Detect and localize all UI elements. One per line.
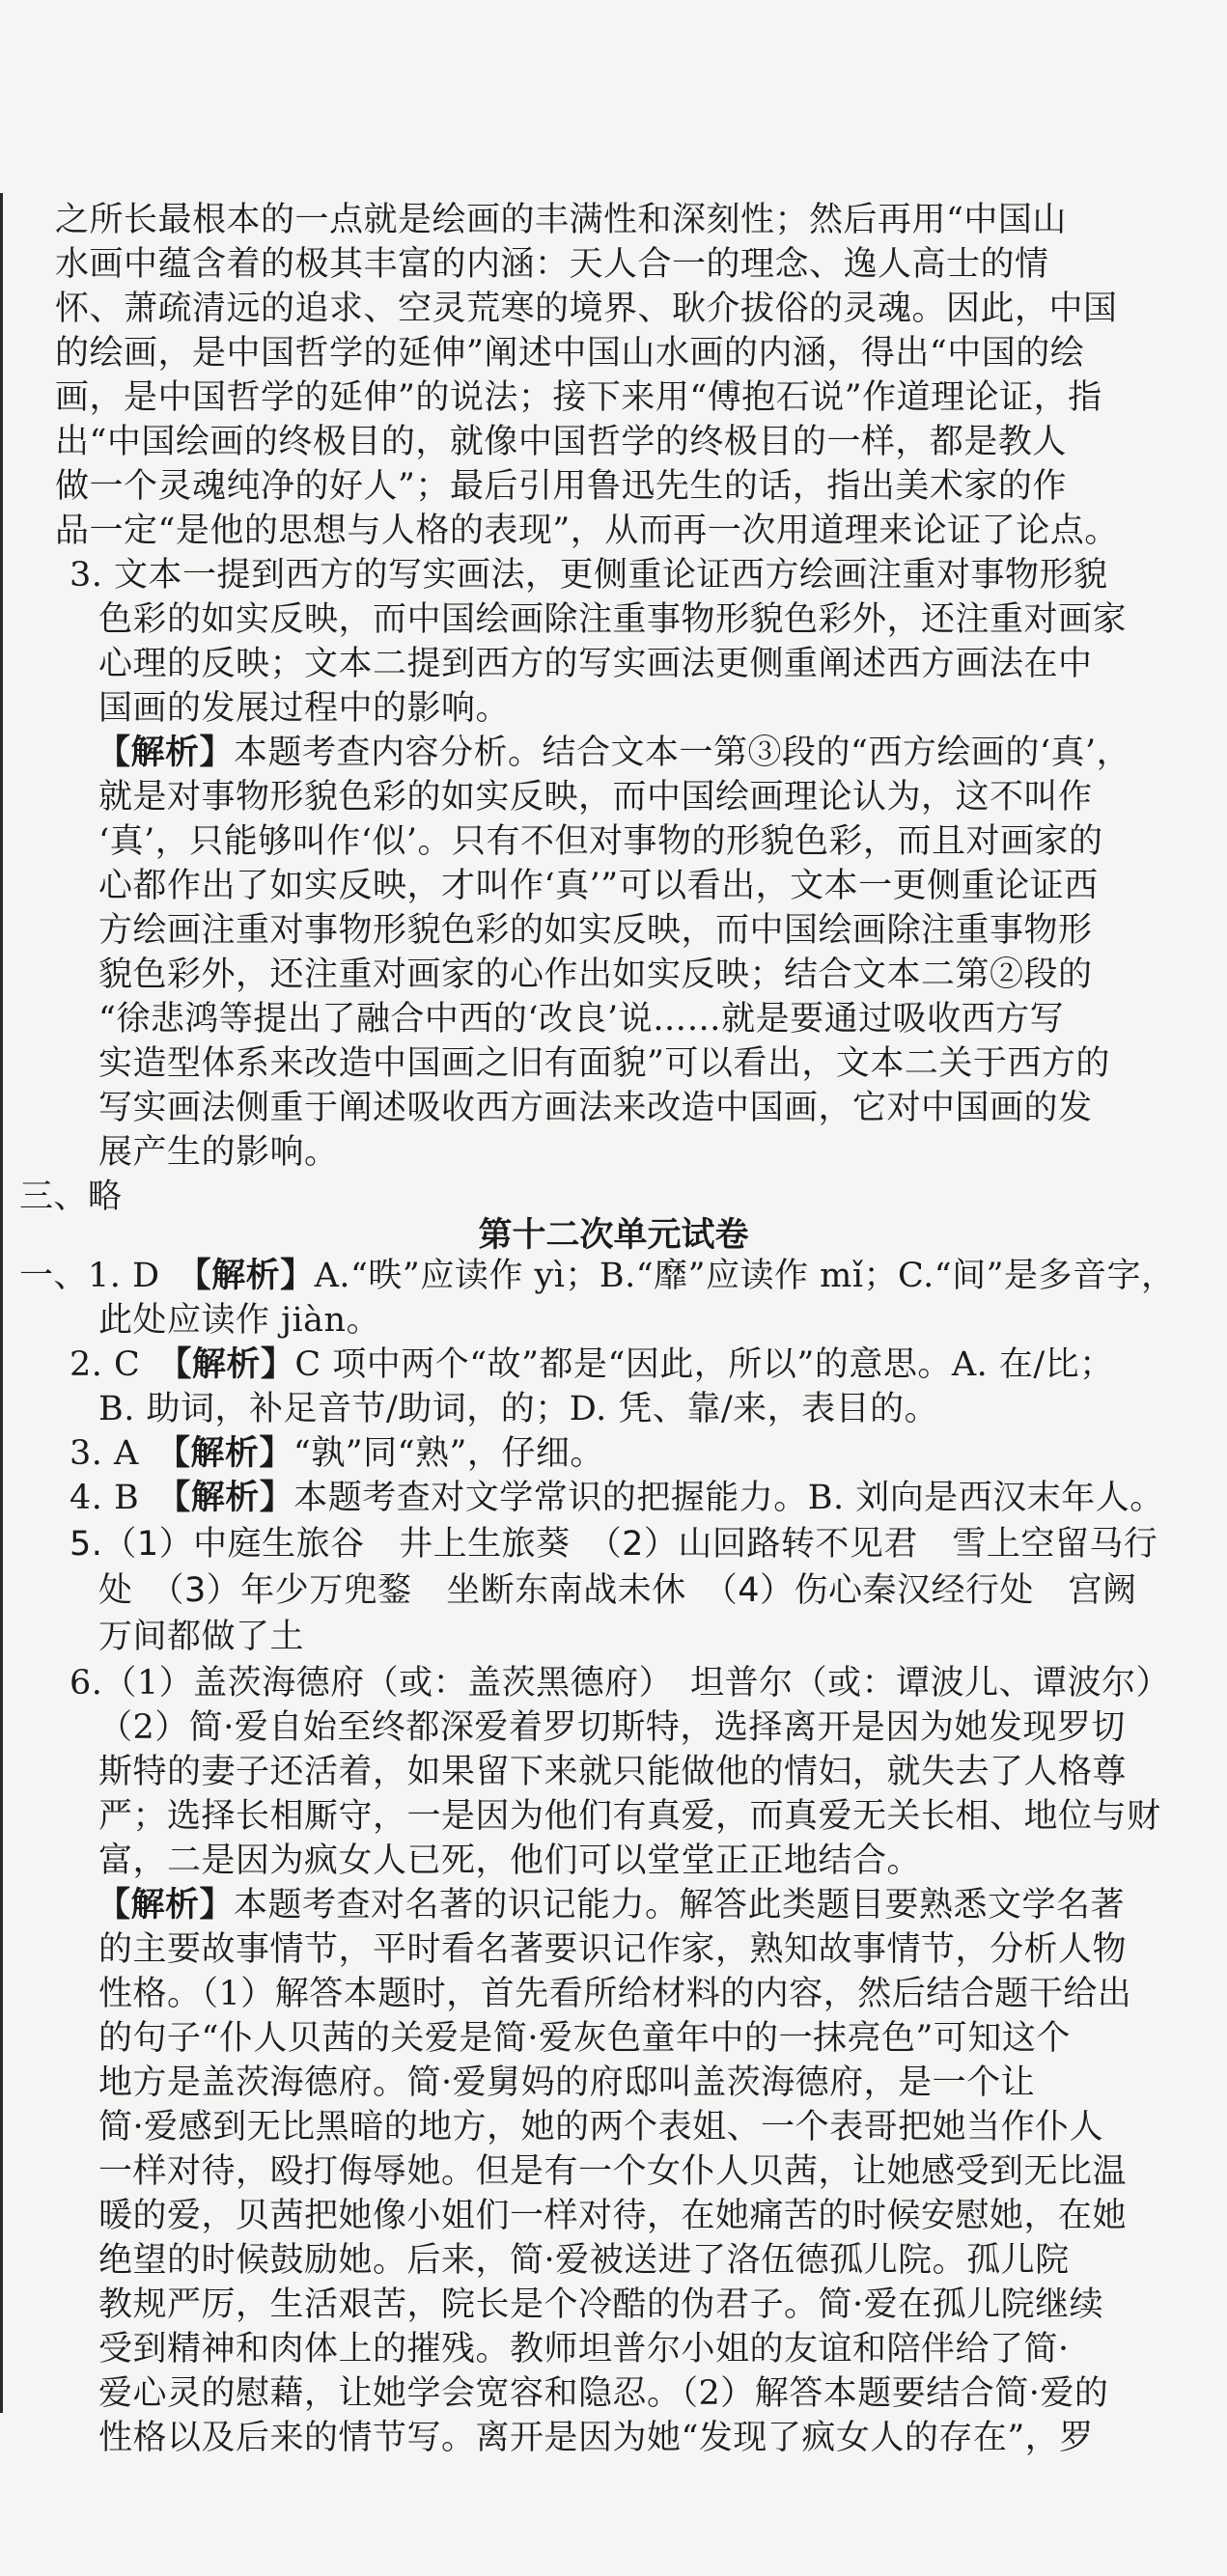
analysis-line: 的主要故事情节，平时看名著要识记作家，熟知故事情节，分析人物	[98, 1930, 1128, 1969]
text-line: 的绘画，是中国哲学的延伸”阐述中国山水画的内涵，得出“中国的绘	[55, 334, 1085, 373]
answer-line	[19, 1253, 1176, 1299]
analysis-line: 地方是盖茨海德府。简·爱舅妈的府邸叫盖茨海德府，是一个让	[98, 2064, 1036, 2102]
answer-line: 国画的发展过程中的影响。	[98, 689, 511, 728]
question-number: 3. A	[70, 1434, 139, 1473]
answer-line: 富，二是因为疯女人已死，他们可以堂堂正正地结合。	[98, 1842, 922, 1880]
answer-line: 色彩的如实反映，而中国绘画除注重事物形貌色彩外，还注重对画家	[98, 600, 1128, 639]
analysis-line: 写实画法侧重于阐述吸收西方画法来改造中国画，它对中国画的发	[98, 1089, 1093, 1127]
answer-text: A.“昳”应读作 yì；B.“靡”应读作 mǐ；C.“间”是多音字，	[314, 1257, 1176, 1295]
analysis-line	[97, 730, 1130, 776]
answer-text: C 项中两个“故”都是“因此，所以”的意思。A. 在/比；	[294, 1345, 1114, 1384]
analysis-line: 简·爱感到无比黑暗的地方，她的两个表姐、一个表哥把她当作仆人	[98, 2108, 1104, 2147]
analysis-line: 性格。（1）解答本题时，首先看所给材料的内容，然后结合题干给出	[98, 1975, 1132, 2013]
analysis-line: 展产生的影响。	[98, 1133, 339, 1172]
analysis-tag: 【解析】	[97, 733, 235, 772]
text-line: 之所长最根本的一点就是绘画的丰满性和深刻性；然后再用“中国山	[55, 201, 1067, 239]
answer-line: 5.（1）中庭生旅谷 井上生旅葵 （2）山回路转不见君 雪上空留马行	[70, 1525, 1158, 1564]
analysis-line: 暖的爱，贝茜把她像小姐们一样对待，在她痛苦的时候安慰她，在她	[98, 2197, 1128, 2235]
answer-line: 处 （3）年少万兜鍪 坐断东南战未休 （4）伤心秦汉经行处 宫阙	[98, 1571, 1137, 1610]
analysis-line: 绝望的时候鼓励她。后来，简·爱被送进了洛伍德孤儿院。孤儿院	[98, 2241, 1070, 2280]
analysis-line: 实造型体系来改造中国画之旧有面貌”可以看出，文本二关于西方的	[98, 1044, 1110, 1083]
text-line: 画，是中国哲学的延伸”的说法；接下来用“傅抱石说”作道理论证，指	[55, 378, 1102, 417]
answer-text: 本题考查对文学常识的把握能力。B. 刘向是西汉末年人。	[293, 1479, 1164, 1517]
question-number: 一、1. D	[19, 1257, 160, 1295]
answer-line: 严；选择长相厮守，一是因为他们有真爱，而真爱无关长相、地位与财	[98, 1797, 1161, 1836]
analysis-line: 方绘画注重对事物形貌色彩的如实反映，而中国绘画除注重事物形	[98, 911, 1093, 950]
analysis-line: “徐悲鸿等提出了融合中西的‘改良’说……就是要通过吸收西方写	[98, 1000, 1065, 1039]
analysis-tag: 【解析】	[173, 1433, 293, 1473]
answer-line	[70, 1475, 1164, 1521]
analysis-text: 本题考查内容分析。结合文本一第③段的“西方绘画的‘真’，	[234, 734, 1131, 772]
analysis-line: 受到精神和肉体上的摧残。教师坦普尔小姐的友谊和陪伴给了简·	[98, 2330, 1070, 2368]
text-line: 做一个灵魂纯净的好人”；最后引用鲁迅先生的话，指出美术家的作	[55, 467, 1067, 506]
analysis-line: 教规严厉，生活艰苦，院长是个冷酷的伪君子。简·爱在孤儿院继续	[98, 2285, 1104, 2324]
answer-line	[70, 1342, 1114, 1388]
margin-rule	[0, 193, 3, 2413]
answer-text: “孰”同“熟”，仔细。	[293, 1434, 604, 1473]
text-line: 品一定“是他的思想与人格的表现”，从而再一次用道理来论证了论点。	[55, 512, 1119, 550]
analysis-line: 的句子“仆人贝茜的关爱是简·爱灰色童年中的一抹亮色”可知这个	[98, 2019, 1071, 2058]
answer-line: 此处应读作 jiàn。	[98, 1301, 381, 1340]
analysis-line: 就是对事物形貌色彩的如实反映，而中国绘画理论认为，这不叫作	[98, 778, 1093, 817]
analysis-text: 本题考查对名著的识记能力。解答此类题目要熟悉文学名著	[234, 1886, 1126, 1925]
answer-line	[70, 1430, 604, 1477]
answer-line: 万间都做了土	[98, 1618, 305, 1656]
analysis-line	[97, 1882, 1125, 1928]
analysis-line: 一样对待，殴打侮辱她。但是有一个女仆人贝茜，让她感受到无比温	[98, 2152, 1128, 2191]
text-line: 怀、萧疏清远的追求、空灵荒寒的境界、耿介拔俗的灵魂。因此，中国	[55, 290, 1118, 328]
section-three: 三、略	[19, 1177, 123, 1216]
answer-line: 心理的反映；文本二提到西方的写实画法更侧重阐述西方画法在中	[98, 645, 1093, 683]
analysis-line: 心都作出了如实反映，才叫作‘真’”可以看出，文本一更侧重论证西	[98, 867, 1099, 905]
answer-line: 6.（1）盖茨海德府（或：盖茨黑德府） 坦普尔（或：谭波儿、谭波尔）	[70, 1664, 1171, 1703]
answer-line: 斯特的妻子还活着，如果留下来就只能做他的情妇，就失去了人格尊	[98, 1753, 1128, 1791]
analysis-line: 爱心灵的慰藉，让她学会宽容和隐忍。（2）解答本题要结合简·爱的	[98, 2374, 1109, 2413]
answer-line: 3. 文本一提到西方的写实画法，更侧重论证西方绘画注重对事物形貌	[70, 556, 1108, 595]
text-line: 水画中蕴含着的极其丰富的内涵：天人合一的理念、逸人高士的情	[55, 245, 1049, 284]
analysis-tag: 【解析】	[97, 1885, 235, 1925]
analysis-line: ‘真’，只能够叫作‘似’。只有不但对事物的形貌色彩，而且对画家的	[98, 822, 1103, 861]
question-number: 2. C	[70, 1345, 141, 1384]
answer-line: B. 助词，补足音节/助词，的；D. 凭、靠/来，表目的。	[98, 1390, 939, 1428]
analysis-tag: 【解析】	[194, 1256, 315, 1295]
analysis-line: 貌色彩外，还注重对画家的心作出如实反映；结合文本二第②段的	[98, 956, 1093, 994]
answer-line: （2）简·爱自始至终都深爱着罗切斯特，选择离开是因为她发现罗切	[98, 1708, 1126, 1747]
unit-title: 第十二次单元试卷	[478, 1216, 749, 1255]
analysis-tag: 【解析】	[173, 1478, 294, 1517]
analysis-line: 性格以及后来的情节写。离开是因为她“发现了疯女人的存在”，罗	[98, 2419, 1094, 2457]
question-number: 4. B	[70, 1479, 140, 1517]
text-line: 出“中国绘画的终极目的，就像中国哲学的终极目的一样，都是教人	[55, 423, 1067, 461]
analysis-tag: 【解析】	[174, 1344, 295, 1384]
